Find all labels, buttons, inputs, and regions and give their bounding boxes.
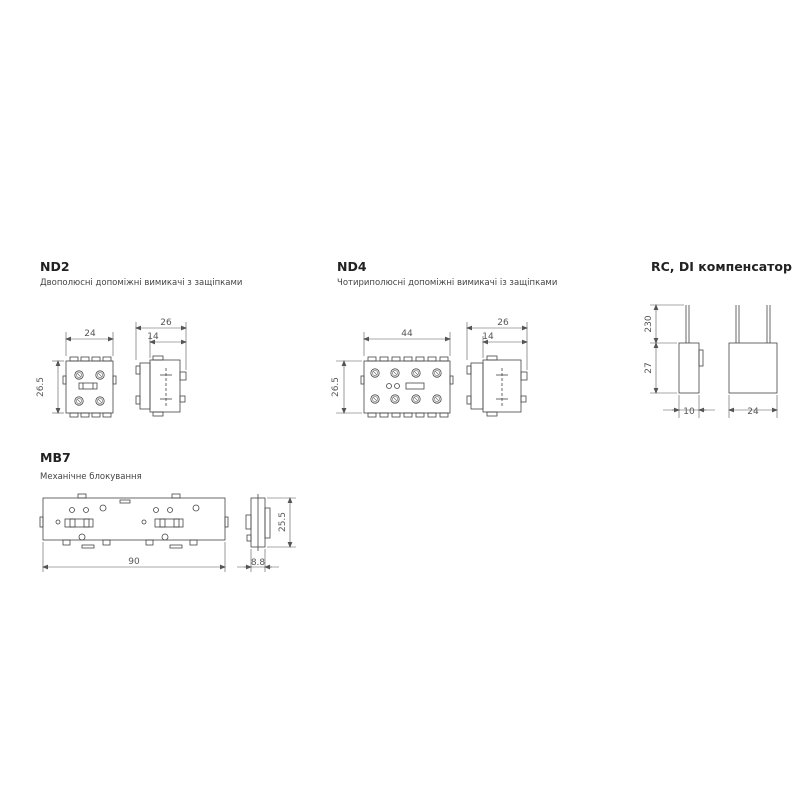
mb7-dim-depth: 8.8 (250, 558, 266, 568)
mb7-subtitle: Механічне блокування (40, 472, 142, 482)
nd2-dim-front-width: 24 (84, 329, 96, 339)
rc-side-view (679, 305, 703, 393)
mb7-front-view (40, 494, 228, 548)
rc-dim-body-height: 27 (644, 362, 654, 374)
nd4-dim-side-total: 26 (497, 318, 509, 328)
rc-dim-width: 24 (747, 407, 759, 417)
mb7-dim-length: 90 (128, 557, 140, 567)
nd4-dim-front-width: 44 (401, 329, 413, 339)
nd2-terminal-screw (96, 371, 104, 379)
rc-front-view (729, 305, 777, 393)
nd4-title: ND4 (337, 259, 367, 274)
nd2-subtitle: Двополюсні допоміжні вимикачі з защіпками (40, 278, 243, 288)
rc-title: RC, DI компенсатор (651, 259, 792, 274)
nd4-terminal-screw (371, 369, 379, 377)
nd2-dim-height: 26.5 (36, 376, 46, 398)
rc-dim-lead-length: 230 (644, 315, 654, 333)
nd4-dim-side-body: 14 (482, 332, 494, 342)
nd4-front-view (361, 357, 453, 417)
nd4-terminal-screw (391, 369, 399, 377)
nd4-terminal-screw (433, 395, 441, 403)
rc-dim-depth: 10 (683, 407, 695, 417)
mb7-title: MB7 (40, 450, 71, 465)
nd2-dim-side-total: 26 (160, 318, 172, 328)
nd4-dim-height: 26.5 (331, 376, 341, 398)
mb7-side-view (246, 494, 270, 551)
nd4-terminal-screw (371, 395, 379, 403)
mb7-dim-height: 25.5 (278, 511, 288, 533)
nd2-terminal-screw (96, 397, 104, 405)
nd2-terminal-screw (75, 397, 83, 405)
nd4-side-view (467, 356, 527, 416)
nd2-dim-side-body: 14 (147, 332, 159, 342)
nd4-subtitle: Чотириполюсні допоміжні вимикачі із защіпками (337, 278, 558, 288)
nd4-terminal-screw (433, 369, 441, 377)
nd4-terminal-screw (391, 395, 399, 403)
nd2-side-view (136, 356, 186, 416)
nd4-terminal-screw (412, 369, 420, 377)
nd2-terminal-screw (75, 371, 83, 379)
nd2-front-view (63, 357, 116, 417)
nd4-terminal-screw (412, 395, 420, 403)
nd2-title: ND2 (40, 259, 70, 274)
